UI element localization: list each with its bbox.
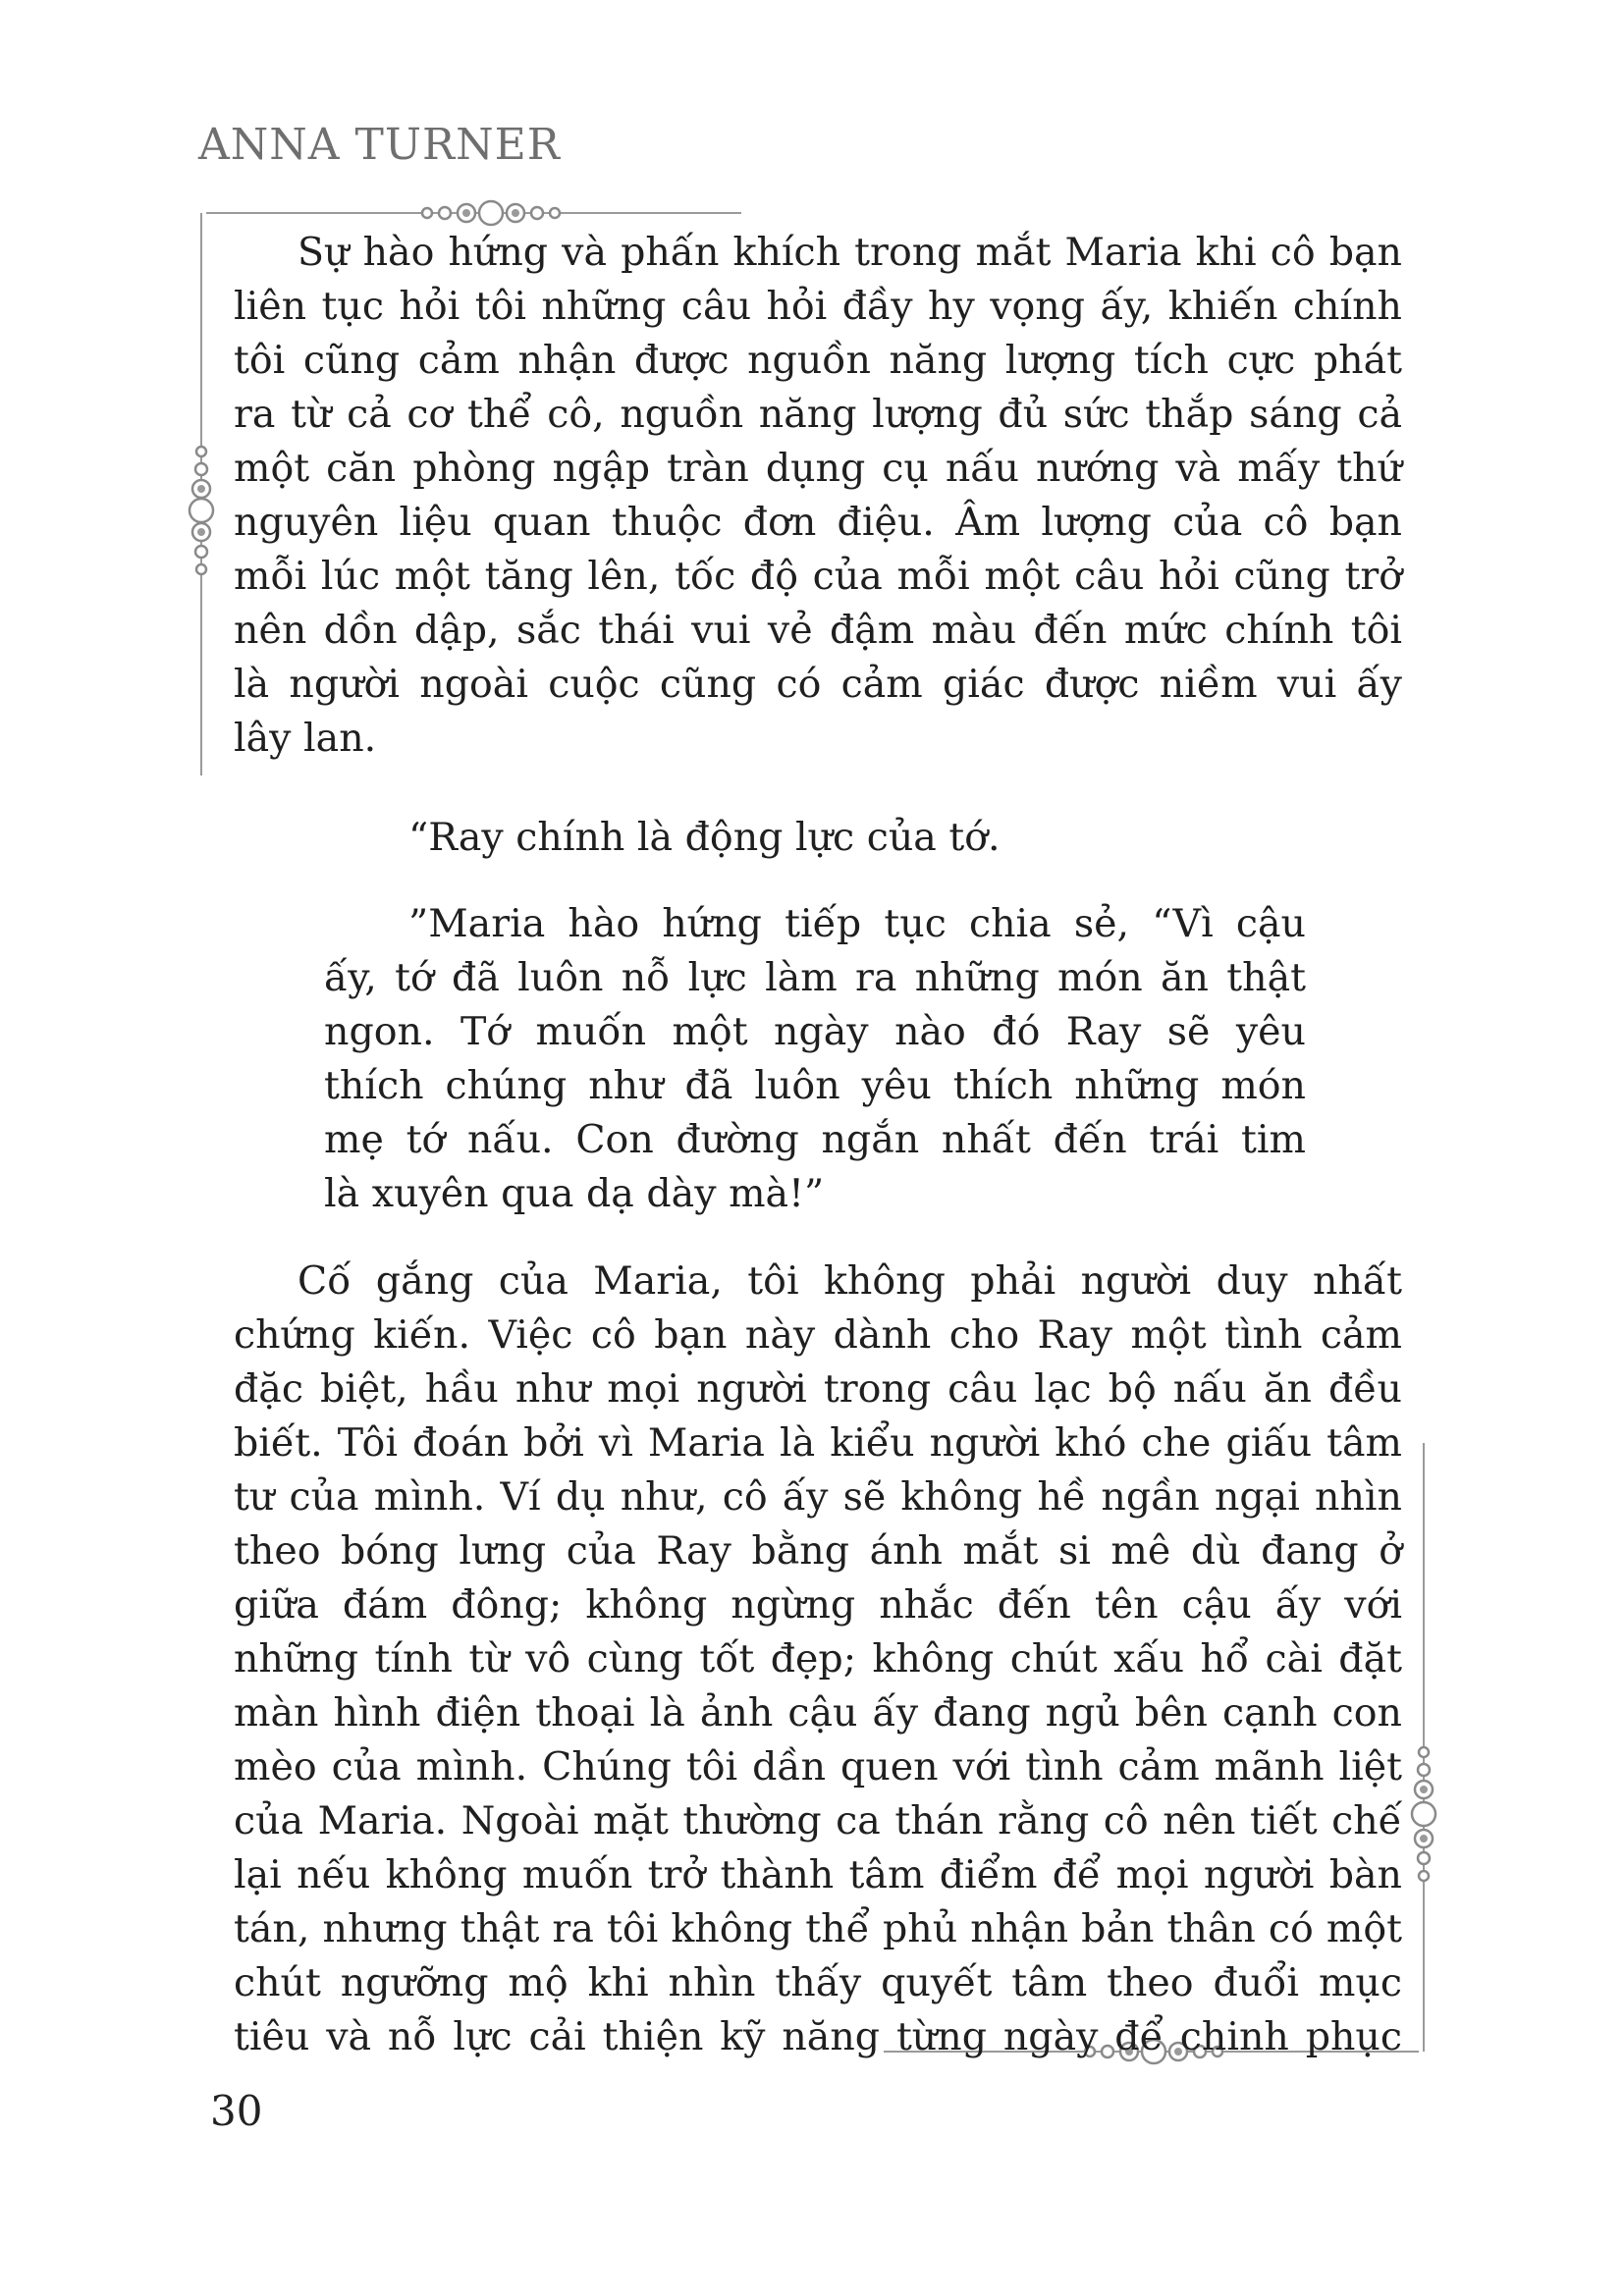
text-line: tư của mình. Ví dụ như, cô ấy sẽ không hề ngần ngại nhìn bbox=[234, 1474, 1402, 1520]
text-line: lây lan. bbox=[234, 716, 377, 761]
text-line: lại nếu không muốn trở thành tâm điểm để mọi người bàn bbox=[234, 1852, 1402, 1897]
text-line: màn hình điện thoại là ảnh cậu ấy đang ngủ bên cạnh con bbox=[234, 1690, 1402, 1735]
quote-line: mẹ tớ nấu. Con đường ngắn nhất đến trái tim bbox=[324, 1117, 1306, 1162]
text-line: Sự hào hứng và phấn khích trong mắt Maria khi cô bạn bbox=[298, 230, 1402, 275]
quote-first-line: “Ray chính là động lực của tớ. bbox=[408, 815, 1001, 860]
text-line: chút ngưỡng mộ khi nhìn thấy quyết tâm theo đuổi mục bbox=[234, 1960, 1402, 2005]
text-line: giữa đám đông; không ngừng nhắc đến tên cậu ấy với bbox=[234, 1582, 1402, 1628]
quote-line: ngon. Tớ muốn một ngày nào đó Ray sẽ yêu bbox=[324, 1009, 1306, 1054]
text-line: một căn phòng ngập tràn dụng cụ nấu nướng và mấy thứ bbox=[234, 446, 1402, 491]
quote-line: thích chúng như đã luôn yêu thích những món bbox=[324, 1063, 1306, 1108]
text-line: Cố gắng của Maria, tôi không phải người duy nhất bbox=[298, 1258, 1402, 1304]
text-line: ra từ cả cơ thể cô, nguồn năng lượng đủ sức thắp sáng cả bbox=[234, 392, 1402, 437]
text-line: là người ngoài cuộc cũng có cảm giác được niềm vui ấy bbox=[234, 662, 1402, 707]
quote-block-continued bbox=[324, 897, 1306, 1221]
text-line: đặc biệt, hầu như mọi người trong câu lạc bộ nấu ăn đều bbox=[234, 1366, 1402, 1412]
text-line: theo bóng lưng của Ray bằng ánh mắt si mê dù đang ở bbox=[234, 1528, 1402, 1574]
text-line: nguyên liệu quan thuộc đơn điệu. Âm lượng của cô bạn bbox=[234, 500, 1402, 545]
page-number: 30 bbox=[210, 2087, 263, 2135]
text-line: tôi cũng cảm nhận được nguồn năng lượng tích cực phát bbox=[234, 338, 1402, 383]
paragraph-1 bbox=[234, 226, 1402, 766]
text-line: tán, nhưng thật ra tôi không thể phủ nhận bản thân có một bbox=[234, 1906, 1402, 1951]
text-line: liên tục hỏi tôi những câu hỏi đầy hy vọng ấy, khiến chính bbox=[234, 284, 1402, 329]
text-line: tiêu và nỗ lực cải thiện kỹ năng từng ngày để chinh phục bbox=[234, 2014, 1402, 2059]
running-head-title: ANNA TURNER bbox=[198, 120, 561, 170]
text-line: mỗi lúc một tăng lên, tốc độ của mỗi một câu hỏi cũng trở bbox=[234, 554, 1402, 599]
text-line: mèo của mình. Chúng tôi dần quen với tình cảm mãnh liệt bbox=[234, 1744, 1402, 1789]
text-line: biết. Tôi đoán bởi vì Maria là kiểu người khó che giấu tâm bbox=[234, 1420, 1402, 1466]
quote-line: ấy, tớ đã luôn nỗ lực làm ra những món ăn thật bbox=[324, 955, 1306, 1000]
text-line: những tính từ vô cùng tốt đẹp; không chút xấu hổ cài đặt bbox=[234, 1636, 1402, 1682]
text-line: chứng kiến. Việc cô bạn này dành cho Ray một tình cảm bbox=[234, 1312, 1402, 1358]
text-line: nên dồn dập, sắc thái vui vẻ đậm màu đến mức chính tôi bbox=[234, 608, 1402, 653]
quote-block bbox=[324, 811, 1306, 865]
text-line: của Maria. Ngoài mặt thường ca thán rằng cô nên tiết chế bbox=[234, 1798, 1402, 1843]
quote-line: là xuyên qua dạ dày mà!” bbox=[324, 1171, 825, 1216]
quote-line: ”Maria hào hứng tiếp tục chia sẻ, “Vì cậu bbox=[408, 901, 1306, 946]
paragraph-2 bbox=[234, 1255, 1402, 2064]
